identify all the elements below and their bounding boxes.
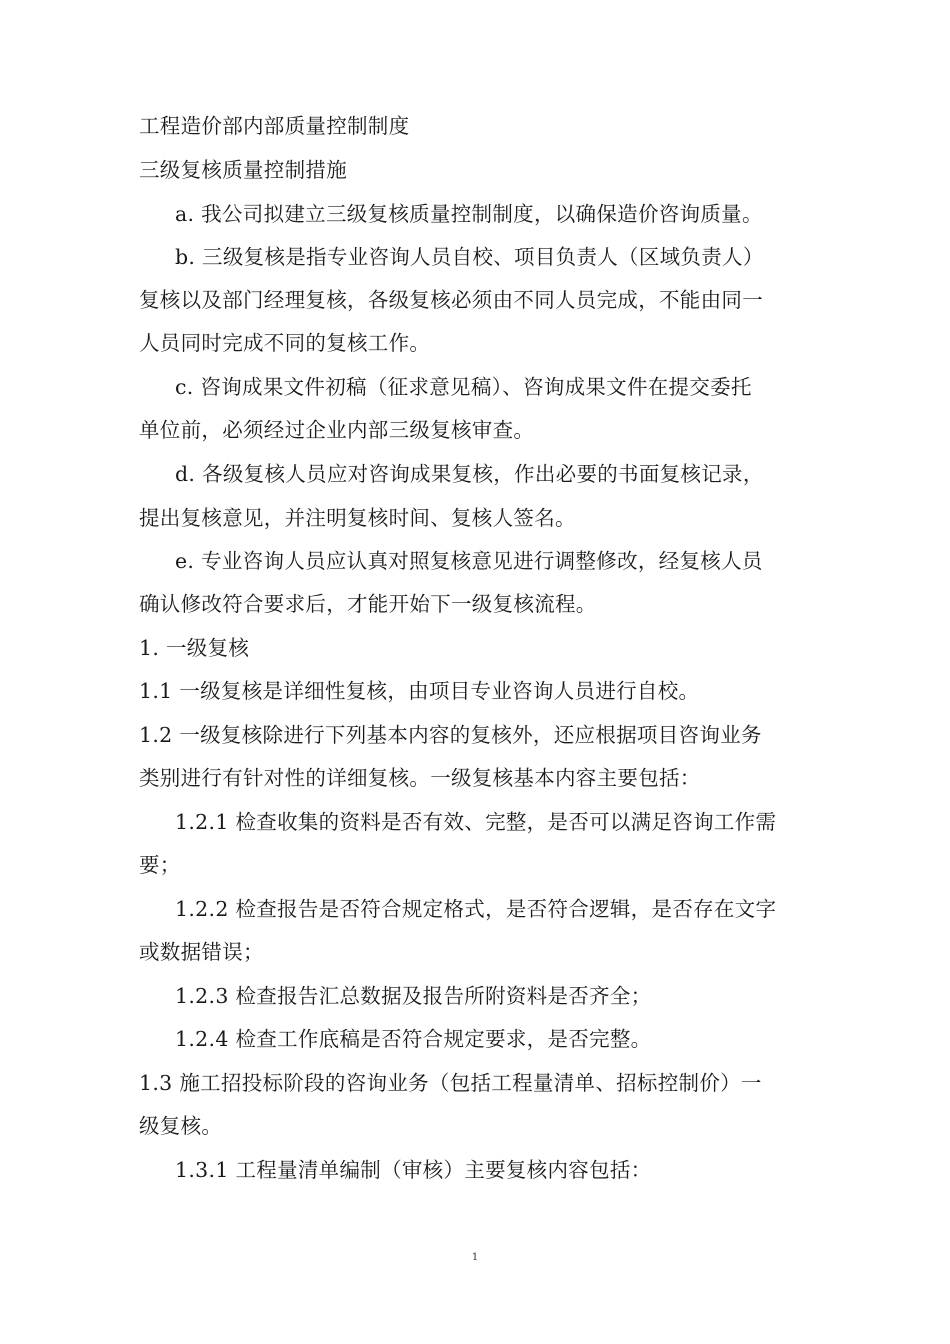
paragraph-line: 1.2.2 检查报告是否符合规定格式，是否符合逻辑，是否存在文字 [175, 897, 777, 921]
paragraph-line: 单位前，必须经过企业内部三级复核审查。 [139, 418, 535, 442]
paragraph-line: 级复核。 [139, 1114, 223, 1138]
paragraph-line: 提出复核意见，并注明复核时间、复核人签名。 [139, 506, 576, 530]
paragraph-line: 或数据错误； [139, 940, 264, 964]
paragraph-line: a. 我公司拟建立三级复核质量控制制度，以确保造价咨询质量。 [175, 202, 763, 226]
paragraph-line: 类别进行有针对性的详细复核。一级复核基本内容主要包括： [139, 766, 701, 790]
paragraph-line: 1.2 一级复核除进行下列基本内容的复核外，还应根据项目咨询业务 [139, 723, 762, 747]
paragraph-line: 1.1 一级复核是详细性复核，由项目专业咨询人员进行自校。 [139, 679, 700, 703]
paragraph-line: 1.2.1 检查收集的资料是否有效、完整，是否可以满足咨询工作需 [175, 810, 777, 834]
paragraph-line: 1.2.3 检查报告汇总数据及报告所附资料是否齐全； [175, 984, 652, 1008]
paragraph-line: 人员同时完成不同的复核工作。 [139, 331, 431, 355]
paragraph-line: 1.2.4 检查工作底稿是否符合规定要求，是否完整。 [175, 1027, 652, 1051]
paragraph-line: d. 各级复核人员应对咨询成果复核，作出必要的书面复核记录， [175, 462, 764, 486]
paragraph-line: 确认修改符合要求后，才能开始下一级复核流程。 [139, 592, 597, 616]
paragraph-line: e. 专业咨询人员应认真对照复核意见进行调整修改，经复核人员 [175, 549, 763, 573]
paragraph-line: 1.3 施工招投标阶段的咨询业务（包括工程量清单、招标控制价）一 [139, 1071, 762, 1095]
page-number: 1 [471, 1252, 479, 1263]
section-heading: 三级复核质量控制措施 [139, 158, 347, 182]
paragraph-line: c. 咨询成果文件初稿（征求意见稿）、咨询成果文件在提交委托 [175, 375, 752, 399]
paragraph-line: 复核以及部门经理复核，各级复核必须由不同人员完成，不能由同一 [139, 288, 763, 312]
document-title: 工程造价部内部质量控制制度 [139, 114, 410, 138]
paragraph-line: b. 三级复核是指专业咨询人员自校、项目负责人（区域负责人） [175, 245, 764, 269]
paragraph-line: 1.3.1 工程量清单编制（审核）主要复核内容包括： [175, 1158, 652, 1182]
paragraph-line: 要； [139, 853, 181, 877]
section-heading: 1. 一级复核 [139, 636, 250, 660]
